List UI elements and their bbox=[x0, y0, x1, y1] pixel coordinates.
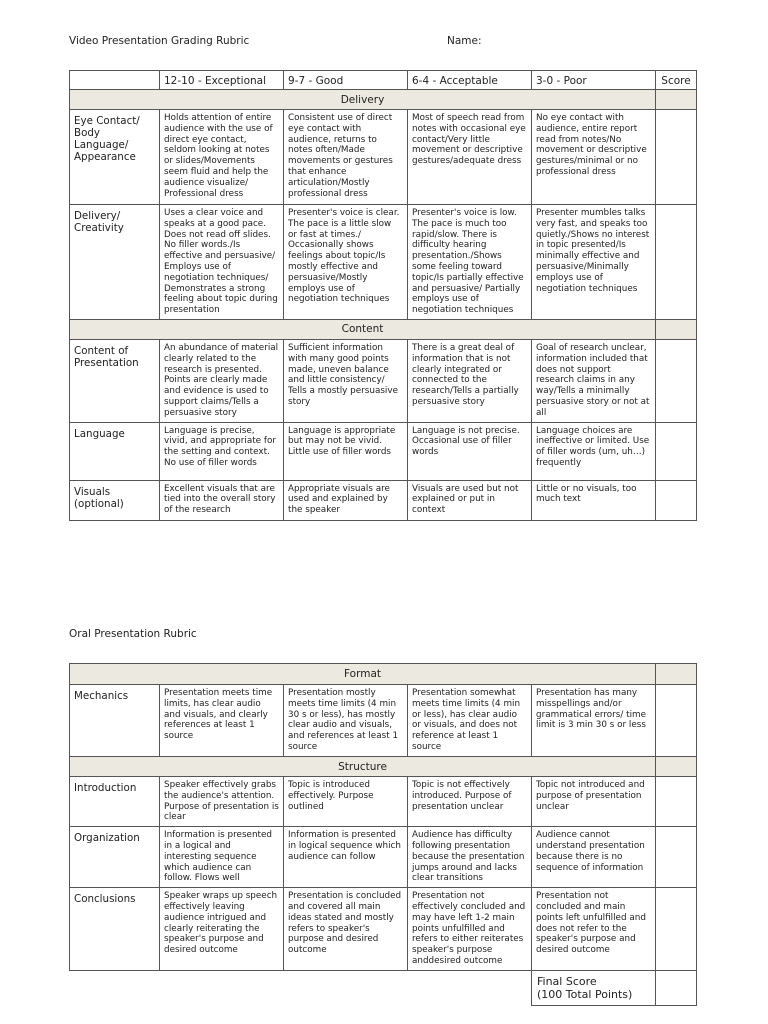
criteria-cell: Sufficient information with many good points made, uneven balance and little consistency/ Tells a mostly persuasive story bbox=[284, 339, 408, 422]
oral-rubric-table bbox=[69, 663, 697, 1006]
score-cell[interactable] bbox=[656, 827, 697, 888]
criteria-cell: Topic is not effectively introduced. Purpose of presentation unclear bbox=[408, 777, 532, 827]
criteria-cell: Visuals are used but not explained or put in context bbox=[408, 480, 532, 520]
criteria-cell: Presentation has many misspellings and/or grammatical errors/ time limit is 3 min 30 s or less bbox=[532, 685, 656, 757]
criteria-cell: Presenter's voice is low. The pace is much too rapid/slow. There is difficulty hearing presentation./Shows some feeling toward topic/Is partially effective and persuasive/ Partially employs use of negotiation techniques bbox=[408, 205, 532, 320]
criteria-cell: Language is precise, vivid, and appropriate for the setting and context. No use of filler words bbox=[160, 422, 284, 480]
final-score-row bbox=[70, 971, 697, 1006]
criteria-cell: Uses a clear voice and speaks at a good pace. Does not read off slides. No filler words./Is effective and persuasive/ Employs use of negotiation techniques/ Demonstrates a strong feeling about topic during presentation bbox=[160, 205, 284, 320]
rubric2-title: Oral Presentation Rubric bbox=[69, 628, 197, 640]
criteria-cell: Speaker effectively grabs the audience's attention. Purpose of presentation is clear bbox=[160, 777, 284, 827]
criteria-cell: Little or no visuals, too much text bbox=[532, 480, 656, 520]
criteria-cell: Information is presented in a logical and interesting sequence which audience can follow. Flows well bbox=[160, 827, 284, 888]
section-score-cell bbox=[656, 90, 697, 110]
table-row bbox=[70, 777, 697, 827]
criteria-cell: There is a great deal of information that is not clearly integrated or connected to the research/Tells a partially persuasive story bbox=[408, 339, 532, 422]
header-acceptable: 6-4 - Acceptable bbox=[408, 71, 532, 90]
criteria-cell: Language is appropriate but may not be vivid. Little use of filler words bbox=[284, 422, 408, 480]
table-row bbox=[70, 827, 697, 888]
criteria-cell: An abundance of material clearly related to the research is presented. Points are clearly made and evidence is used to support claims/Tells a persuasive story bbox=[160, 339, 284, 422]
final-score-cell[interactable] bbox=[656, 971, 697, 1006]
criteria-cell: Appropriate visuals are used and explained by the speaker bbox=[284, 480, 408, 520]
header-poor: 3-0 - Poor bbox=[532, 71, 656, 90]
row-label: Language bbox=[70, 422, 160, 480]
row-label: Eye Contact/ Body Language/ Appearance bbox=[70, 110, 160, 205]
table-row bbox=[70, 205, 697, 320]
section-score-cell bbox=[656, 757, 697, 777]
score-cell[interactable] bbox=[656, 422, 697, 480]
rubric1-title: Video Presentation Grading Rubric bbox=[69, 35, 250, 47]
section-row bbox=[70, 664, 697, 685]
score-cell[interactable] bbox=[656, 339, 697, 422]
final-score-line2: (100 Total Points) bbox=[537, 988, 633, 1002]
table-row bbox=[70, 480, 697, 520]
row-label: Introduction bbox=[70, 777, 160, 827]
table-row bbox=[70, 685, 697, 757]
criteria-cell: Holds attention of entire audience with the use of direct eye contact, seldom looking at notes or slides/Movements seem fluid and help the audience visualize/ Professional dress bbox=[160, 110, 284, 205]
name-label: Name: bbox=[447, 35, 482, 47]
table-row bbox=[70, 888, 697, 971]
criteria-cell: Most of speech read from notes with occasional eye contact/Very little movement or descriptive gestures/adequate dress bbox=[408, 110, 532, 205]
video-rubric-table bbox=[69, 70, 697, 521]
row-label: Conclusions bbox=[70, 888, 160, 971]
header-blank bbox=[70, 71, 160, 90]
section-row bbox=[70, 757, 697, 777]
score-cell[interactable] bbox=[656, 110, 697, 205]
criteria-cell: Presentation not effectively concluded and may have left 1-2 main points unfulfilled and refers to either reiterates speaker's purpose anddesired outcome bbox=[408, 888, 532, 971]
score-cell[interactable] bbox=[656, 685, 697, 757]
row-label: Organization bbox=[70, 827, 160, 888]
header-exceptional: 12-10 - Exceptional bbox=[160, 71, 284, 90]
criteria-cell: Excellent visuals that are tied into the overall story of the research bbox=[160, 480, 284, 520]
score-cell[interactable] bbox=[656, 888, 697, 971]
criteria-cell: Audience has difficulty following presentation because the presentation jumps around and lacks clear transitions bbox=[408, 827, 532, 888]
criteria-cell: Speaker wraps up speech effectively leaving audience intrigued and clearly reiterating the speaker's purpose and desired outcome bbox=[160, 888, 284, 971]
criteria-cell: Language is not precise. Occasional use of filler words bbox=[408, 422, 532, 480]
section-score-cell bbox=[656, 664, 697, 685]
section-content: Content bbox=[70, 319, 656, 339]
section-score-cell bbox=[656, 319, 697, 339]
criteria-cell: Topic is introduced effectively. Purpose outlined bbox=[284, 777, 408, 827]
criteria-cell: Presentation not concluded and main points left unfulfilled and does not refer to the speaker's purpose and desired outcome bbox=[532, 888, 656, 971]
table-row bbox=[70, 422, 697, 480]
header-row bbox=[70, 71, 697, 90]
final-score-line1: Final Score bbox=[537, 975, 597, 989]
criteria-cell: Consistent use of direct eye contact with audience, returns to notes often/Made movements or gestures that enhance articulation/Mostly professional dress bbox=[284, 110, 408, 205]
header-good: 9-7 - Good bbox=[284, 71, 408, 90]
criteria-cell: Presentation is concluded and covered all main ideas stated and mostly refers to speaker's purpose and desired outcome bbox=[284, 888, 408, 971]
section-structure: Structure bbox=[70, 757, 656, 777]
row-label: Mechanics bbox=[70, 685, 160, 757]
score-cell[interactable] bbox=[656, 777, 697, 827]
section-format: Format bbox=[70, 664, 656, 685]
criteria-cell: Goal of research unclear, information included that does not support research claims in any way/Tells a minimally persuasive story or not at all bbox=[532, 339, 656, 422]
criteria-cell: Presenter's voice is clear. The pace is a little slow or fast at times./ Occasionally shows feelings about topic/Is mostly effective and persuasive/Mostly employs use of negotiation techniques bbox=[284, 205, 408, 320]
section-row bbox=[70, 319, 697, 339]
table-row bbox=[70, 339, 697, 422]
score-cell[interactable] bbox=[656, 480, 697, 520]
section-delivery: Delivery bbox=[70, 90, 656, 110]
criteria-cell: Information is presented in logical sequence which audience can follow bbox=[284, 827, 408, 888]
criteria-cell: Presentation meets time limits, has clear audio and visuals, and clearly references at least 1 source bbox=[160, 685, 284, 757]
row-label: Delivery/ Creativity bbox=[70, 205, 160, 320]
criteria-cell: Topic not introduced and purpose of presentation unclear bbox=[532, 777, 656, 827]
criteria-cell: Presentation somewhat meets time limits (4 min or less), has clear audio or visuals, and does not reference at least 1 source bbox=[408, 685, 532, 757]
final-score-label bbox=[532, 971, 656, 1006]
table-row bbox=[70, 110, 697, 205]
header-score: Score bbox=[656, 71, 697, 90]
section-row bbox=[70, 90, 697, 110]
criteria-cell: Audience cannot understand presentation because there is no sequence of information bbox=[532, 827, 656, 888]
criteria-cell: Presenter mumbles talks very fast, and speaks too quietly./Shows no interest in topic presented/Is minimally effective and persuasive/Minimally employs use of negotiation techniques bbox=[532, 205, 656, 320]
score-cell[interactable] bbox=[656, 205, 697, 320]
criteria-cell: Language choices are ineffective or limited. Use of filler words (um, uh…) frequently bbox=[532, 422, 656, 480]
row-label: Visuals (optional) bbox=[70, 480, 160, 520]
criteria-cell: Presentation mostly meets time limits (4 min 30 s or less), has mostly clear audio and visuals, and references at least 1 source bbox=[284, 685, 408, 757]
row-label: Content of Presentation bbox=[70, 339, 160, 422]
criteria-cell: No eye contact with audience, entire report read from notes/No movement or descriptive gestures/minimal or no professional dress bbox=[532, 110, 656, 205]
